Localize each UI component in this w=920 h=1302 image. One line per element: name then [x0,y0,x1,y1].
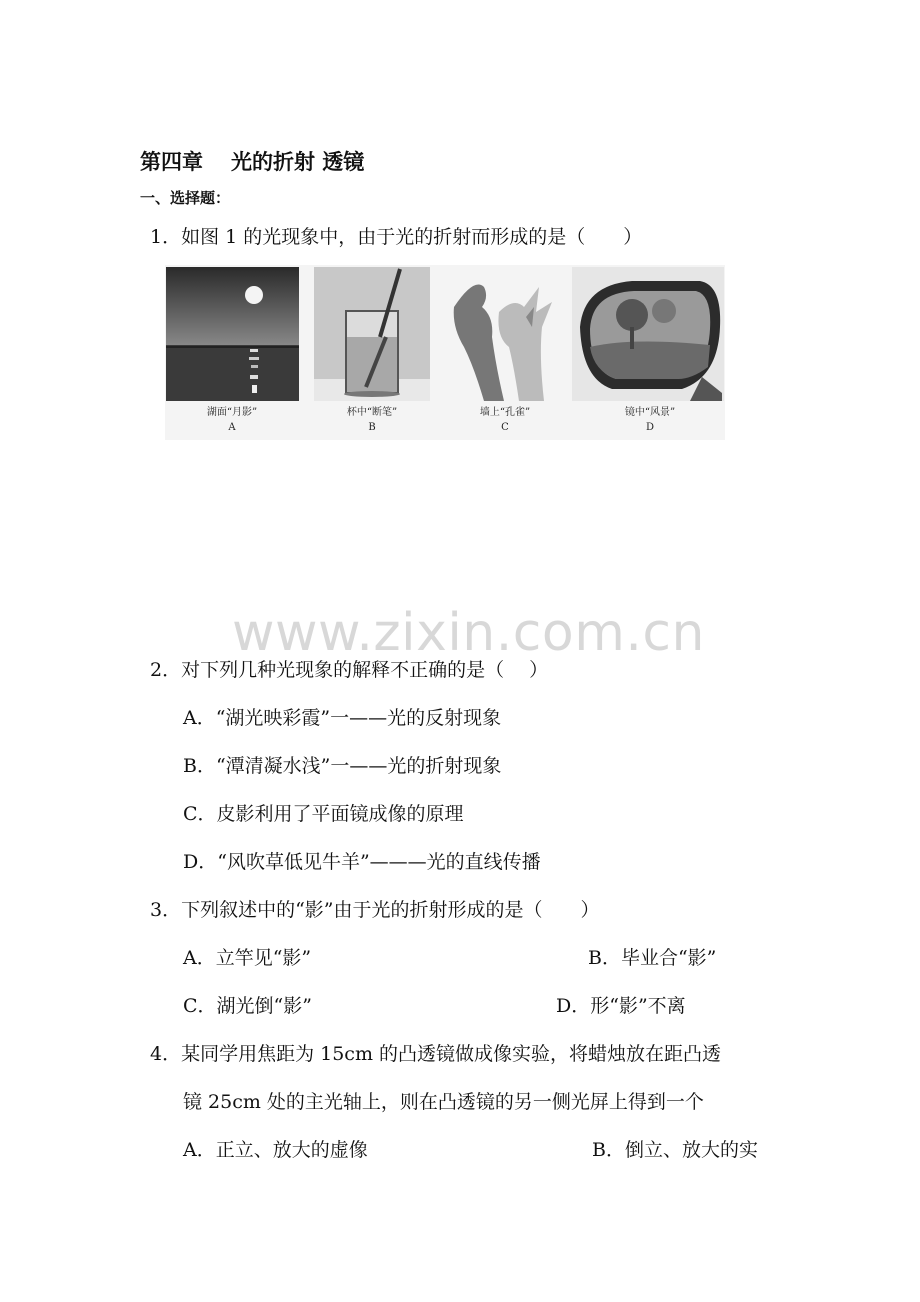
caption-c-letter: C [501,422,509,433]
caption-d-letter: D [645,422,655,433]
question-1-stem: 1．如图 1 的光现象中，由于光的折射而形成的是（ ） [150,226,643,248]
question-2-option-b: B．“潭清凝水浅”一——光的折射现象 [183,755,502,777]
question-3-option-d: D．形“影”不离 [556,995,686,1017]
chapter-title [140,146,364,176]
photo-car-mirror [572,267,724,401]
question-4-stem-line-1: 4．某同学用焦距为 15cm 的凸透镜做成像实验，将蜡烛放在距凸透 [150,1043,722,1065]
question-3-option-c: C．湖光倒“影” [183,995,312,1017]
photo-lake-moon [166,267,299,401]
caption-a: 湖面“月影” [206,407,258,418]
question-4-stem-line-2: 镜 25cm 处的主光轴上，则在凸透镜的另一侧光屏上得到一个 [183,1091,704,1113]
question-2-stem: 2．对下列几种光现象的解释不正确的是（ ） [150,659,549,681]
watermark: www.zixin.com.cn [232,603,705,663]
question-1-figure [165,265,725,440]
caption-d: 镜中“风景” [624,407,676,418]
caption-c: 墙上“孔雀” [479,407,531,418]
caption-b-letter: B [368,422,376,433]
photo-hand-shadow [444,267,564,401]
caption-b: 杯中“断笔” [346,407,398,418]
question-2-option-a: A．“湖光映彩霞”一——光的反射现象 [183,707,502,729]
chapter-number: 第四章 [140,150,203,174]
question-3-option-a: A．立竿见“影” [183,947,312,969]
question-4-option-b: B．倒立、放大的实 [592,1139,758,1161]
question-3-stem: 3．下列叙述中的“影”由于光的折射形成的是（ ） [150,899,600,921]
section-heading: 一、选择题： [140,189,231,207]
photo-glass-straw [314,267,430,401]
caption-a-letter: A [228,422,236,433]
chapter-topic: 光的折射 透镜 [231,150,365,174]
question-4-option-a: A．正立、放大的虚像 [183,1139,368,1161]
question-2-option-d: D．“风吹草低见牛羊”———光的直线传播 [183,851,541,873]
question-3-option-b: B．毕业合“影” [588,947,717,969]
question-2-option-c: C．皮影利用了平面镜成像的原理 [183,803,464,825]
